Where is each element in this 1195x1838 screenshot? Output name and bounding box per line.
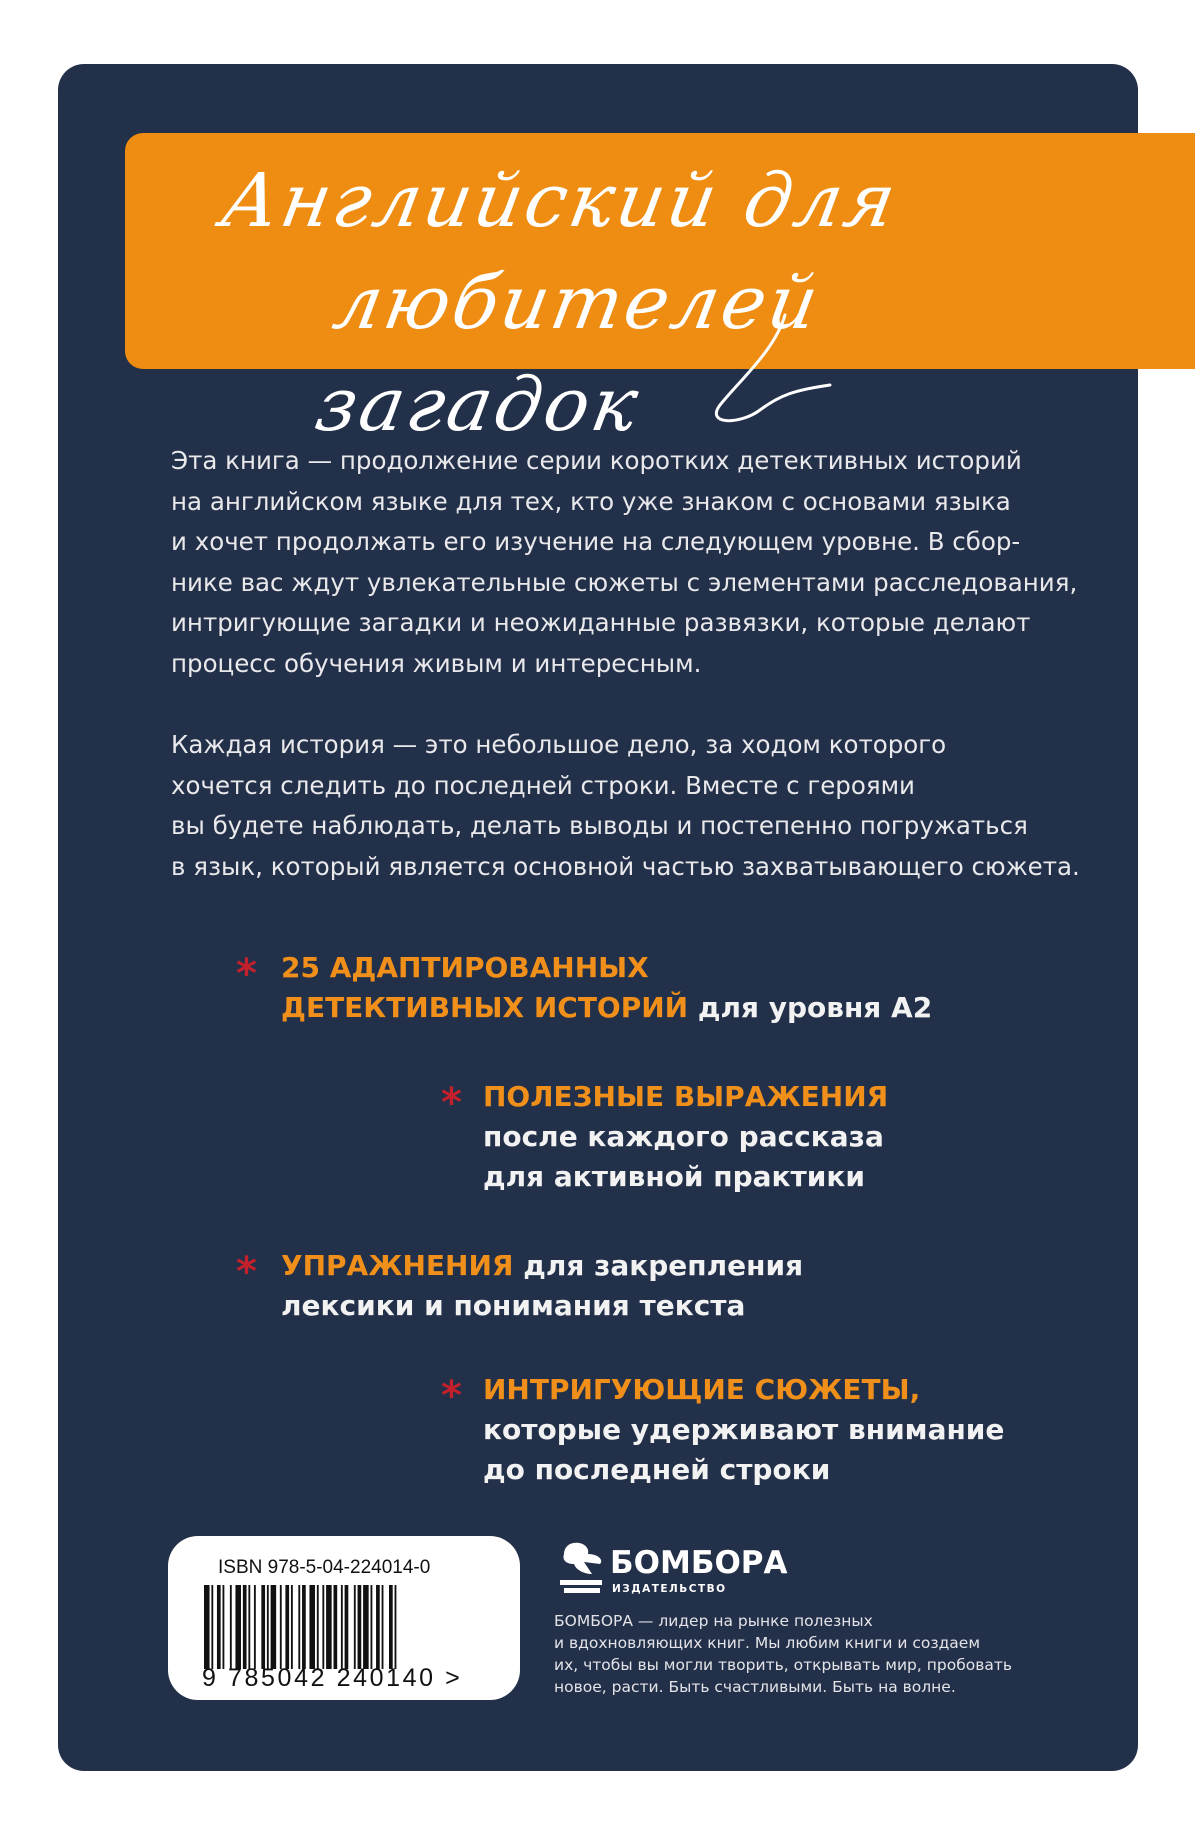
barcode-bar <box>371 1585 373 1669</box>
feature-exercises-rest: для закрепления <box>513 1249 804 1282</box>
barcode-bar <box>291 1585 293 1669</box>
description-line: процесс обучения живым и интересным. <box>171 648 702 678</box>
feature-stories-highlight: ДЕТЕКТИВНЫХ ИСТОРИЙ <box>281 991 689 1024</box>
barcode <box>204 1585 464 1669</box>
barcode-bar <box>230 1585 232 1669</box>
barcode-bar <box>204 1585 210 1669</box>
feature-exercises <box>281 1246 803 1326</box>
barcode-bar <box>345 1585 349 1669</box>
description-line: Эта книга — продолжение серии коротких детективных историй <box>171 446 1022 475</box>
barcode-bar <box>271 1585 277 1669</box>
publisher-name: БОМБОРА <box>610 1545 788 1581</box>
feature-exercises-line2: лексики и понимания текста <box>281 1289 746 1322</box>
feature-stories <box>281 948 932 1028</box>
barcode-bar <box>280 1585 282 1669</box>
description-line: интригующие загадки и неожиданные развязки, которые делают <box>171 608 1031 637</box>
publisher-description <box>554 1610 1024 1698</box>
title-swirl-decoration <box>700 310 840 430</box>
barcode-bar <box>267 1585 269 1669</box>
barcode-bar <box>326 1585 332 1669</box>
description-line: на английском языке для тех, кто уже знаком с основами языка <box>171 486 1011 516</box>
barcode-bar <box>302 1585 306 1669</box>
barcode-bar <box>363 1585 369 1669</box>
feature-bullet-icon: * <box>236 1249 257 1295</box>
ean-number: 9 785042 240140 > <box>202 1664 463 1692</box>
feature-exercises-title: УПРАЖНЕНИЯ <box>281 1249 514 1282</box>
barcode-bar <box>285 1585 289 1669</box>
barcode-bar <box>211 1585 213 1669</box>
publisher-description-line: и вдохновляющих книг. Мы любим книги и создаем <box>554 1634 981 1652</box>
barcode-bar <box>254 1585 256 1669</box>
barcode-bar <box>223 1585 225 1669</box>
feature-bullet-icon: * <box>441 1080 462 1126</box>
series-title <box>178 150 1132 456</box>
description-line: Каждая история — это небольшое дело, за ходом которого <box>171 730 947 759</box>
isbn-label: ISBN 978-5-04-224014-0 <box>218 1557 431 1578</box>
barcode-bar <box>309 1585 315 1669</box>
barcode-bar <box>243 1585 247 1669</box>
feature-expressions-title: ПОЛЕЗНЫЕ ВЫРАЖЕНИЯ <box>483 1080 889 1113</box>
series-title-line1: Английский для <box>215 158 905 244</box>
description-paragraph-2 <box>171 725 1080 887</box>
description-line: хочется следить до последней строки. Вместе с героями <box>171 770 915 800</box>
publisher-description-line: новое, расти. Быть счастливыми. Быть на волне. <box>554 1678 956 1696</box>
publisher-description-line: БОМБОРА — лидер на рынке полезных <box>554 1612 873 1630</box>
description-line: и хочет продолжать его изучение на следующем уровне. В сбор- <box>171 527 1021 556</box>
publisher-description-line: их, чтобы вы могли творить, открывать мир, пробовать <box>554 1656 1013 1674</box>
barcode-bar <box>261 1585 265 1669</box>
description-line: нике вас ждут увлекательные сюжеты с элементами расследования, <box>171 567 1078 597</box>
description-line: вы будете наблюдать, делать выводы и постепенно погружаться <box>171 811 1028 840</box>
description-line: в язык, который является основной частью захватывающего сюжета. <box>171 851 1080 881</box>
barcode-bar <box>354 1585 356 1669</box>
barcode-bar <box>235 1585 241 1669</box>
bombora-logo-icon <box>554 1540 610 1596</box>
feature-expressions <box>483 1077 888 1197</box>
feature-expressions-line2: после каждого рассказа <box>483 1120 884 1153</box>
feature-stories-rest: для уровня А2 <box>688 991 933 1024</box>
barcode-bar <box>317 1585 319 1669</box>
feature-stories-line1: 25 АДАПТИРОВАННЫХ <box>281 951 649 984</box>
feature-bullet-icon: * <box>236 951 257 997</box>
feature-plots-title: ИНТРИГУЮЩИЕ СЮЖЕТЫ, <box>483 1373 921 1406</box>
barcode-bar <box>298 1585 300 1669</box>
barcode-bar <box>395 1585 397 1669</box>
isbn-barcode-box <box>168 1536 520 1700</box>
feature-bullet-icon: * <box>441 1373 462 1419</box>
feature-plots <box>483 1370 1004 1490</box>
barcode-bar <box>376 1585 380 1669</box>
barcode-bar <box>322 1585 324 1669</box>
barcode-bar <box>382 1585 384 1669</box>
barcode-bar <box>341 1585 343 1669</box>
barcode-bar <box>334 1585 338 1669</box>
barcode-bar <box>248 1585 250 1669</box>
barcode-bar <box>358 1585 362 1669</box>
feature-expressions-line3: для активной практики <box>483 1160 866 1193</box>
description-paragraph-1 <box>171 441 1078 684</box>
feature-plots-line2: которые удерживают внимание <box>483 1413 1005 1446</box>
series-title-line2: любителей загадок <box>309 260 828 448</box>
publisher-subtitle: ИЗДАТЕЛЬСТВО <box>612 1583 727 1595</box>
barcode-bar <box>217 1585 221 1669</box>
barcode-bar <box>389 1585 393 1669</box>
feature-plots-line3: до последней строки <box>483 1453 831 1486</box>
